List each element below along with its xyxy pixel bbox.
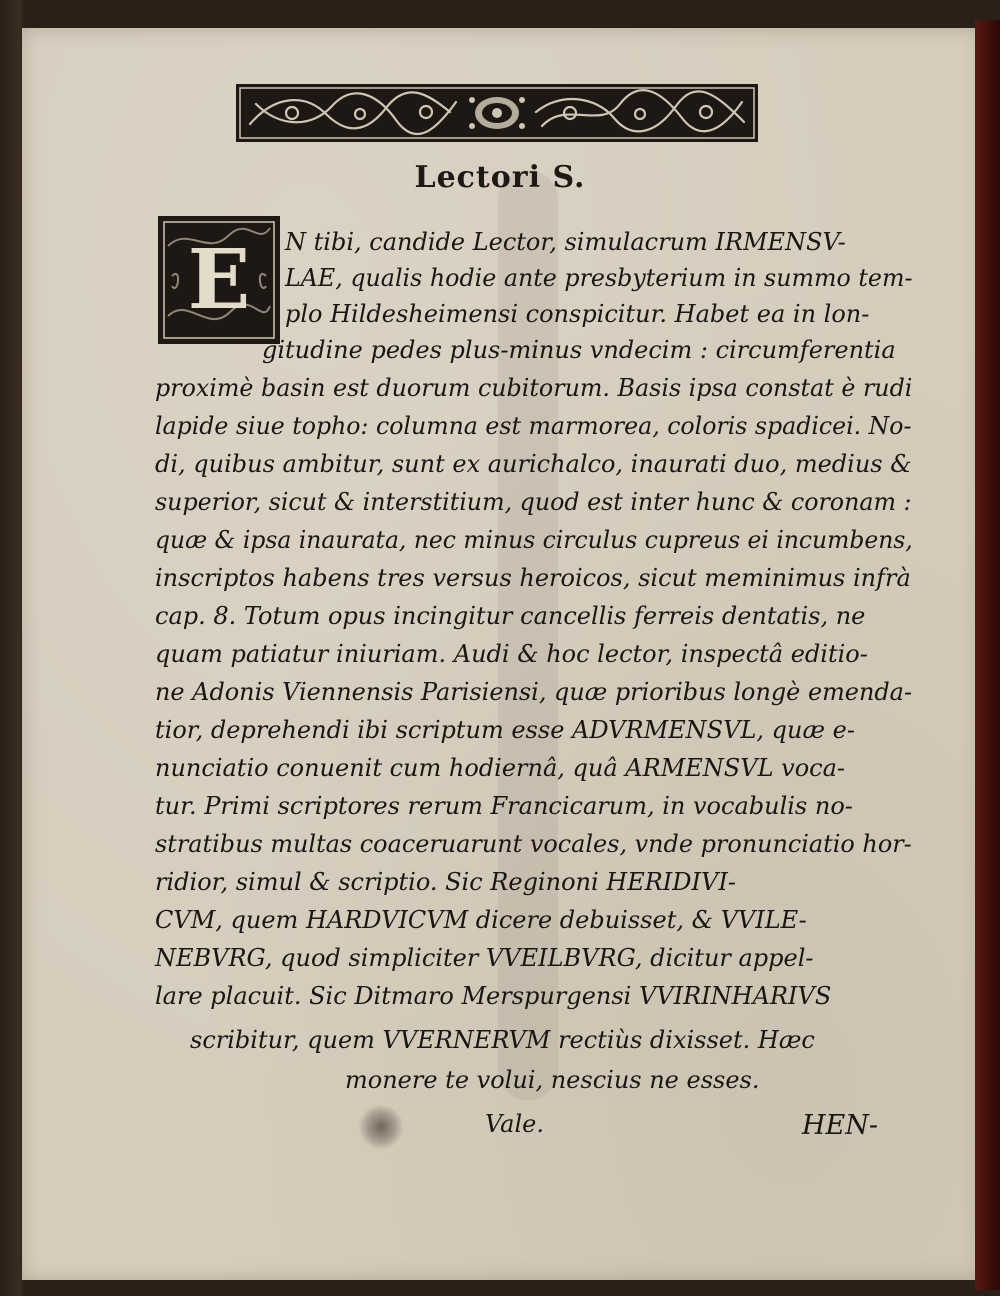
text-line: inscriptos habens tres versus heroicos, sicut meminimus infrà bbox=[155, 564, 911, 592]
text-line: proximè basin est duorum cubitorum. Basis ipsa constat è rudi bbox=[155, 374, 913, 402]
text-line: nunciatio conuenit cum hodiernâ, quâ ARMENSVL voca- bbox=[155, 754, 845, 782]
text-line: ridior, simul & scriptio. Sic Reginoni HERIDIVI- bbox=[155, 868, 736, 896]
text-line: lare placuit. Sic Ditmaro Merspurgensi VVIRINHARIVS bbox=[155, 982, 832, 1010]
valediction: Vale. bbox=[485, 1110, 544, 1138]
text-line: CVM, quem HARDVICVM dicere debuisset, & VVILE- bbox=[155, 906, 807, 934]
text-line: monere te volui, nescius ne esses. bbox=[345, 1066, 760, 1094]
initial-letter: E bbox=[187, 232, 251, 328]
text-line: di, quibus ambitur, sunt ex aurichalco, inaurati duo, medius & bbox=[155, 450, 912, 478]
text-line: N tibi, candide Lector, simulacrum IRMENSV- bbox=[285, 228, 846, 256]
page-title: Lectori S. bbox=[414, 160, 586, 195]
text-line: superior, sicut & interstitium, quod est inter hunc & coronam : bbox=[155, 488, 912, 516]
text-line: scribitur, quem VVERNERVM rectiùs dixisset. Hæc bbox=[190, 1026, 815, 1054]
text-line: cap. 8. Totum opus incingitur cancellis ferreis dentatis, ne bbox=[155, 602, 866, 630]
text-line: ne Adonis Viennensis Parisiensi, quæ prioribus longè emenda- bbox=[155, 678, 913, 706]
text-line: lapide siue topho: columna est marmorea, coloris spadicei. No- bbox=[155, 412, 912, 440]
ink-blot bbox=[358, 1104, 404, 1150]
text-line: tur. Primi scriptores rerum Francicarum, in vocabulis no- bbox=[155, 792, 853, 820]
text-line: gitudine pedes plus-minus vndecim : circumferentia bbox=[262, 336, 896, 364]
text-line: NEBVRG, quod simpliciter VVEILBVRG, dicitur appel- bbox=[155, 944, 814, 972]
catchword: HEN- bbox=[802, 1110, 879, 1141]
text-line: quam patiatur iniuriam. Audi & hoc lector, inspectâ editio- bbox=[155, 640, 868, 668]
text-line: stratibus multas coaceruarunt vocales, vnde pronunciatio hor- bbox=[155, 830, 912, 858]
text-line: quæ & ipsa inaurata, nec minus circulus cupreus ei incumbens, bbox=[155, 526, 913, 554]
text-line: tior, deprehendi ibi scriptum esse ADVRMENSVL, quæ e- bbox=[155, 716, 855, 744]
text-line: plo Hildesheimensi conspicitur. Habet ea in lon- bbox=[285, 300, 870, 328]
text-line: LAE, qualis hodie ante presbyterium in summo tem- bbox=[285, 264, 913, 292]
